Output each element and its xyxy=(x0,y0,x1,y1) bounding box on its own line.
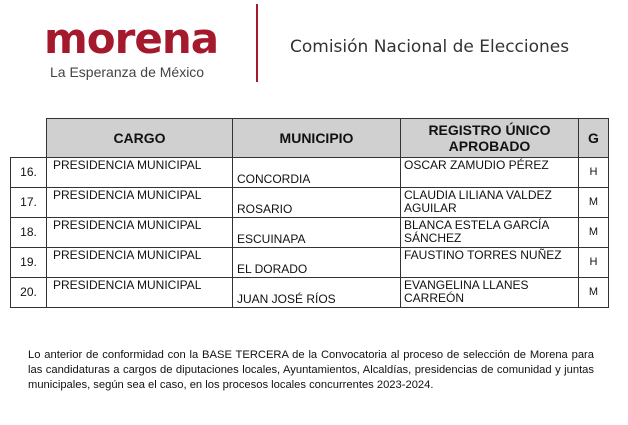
commission-title: Comisión Nacional de Elecciones xyxy=(290,37,570,57)
header-cargo: CARGO xyxy=(47,119,233,158)
row-cargo: PRESIDENCIA MUNICIPAL xyxy=(47,278,233,308)
logo-tagline: La Esperanza de México xyxy=(50,64,205,80)
header-municipio: MUNICIPIO xyxy=(233,119,401,158)
row-gender: H xyxy=(579,158,609,188)
row-municipio: ESCUINAPA xyxy=(233,218,401,248)
header-blank xyxy=(11,119,47,158)
table-row xyxy=(11,218,609,248)
header-registro-line2: APROBADO xyxy=(448,138,531,154)
candidates-table xyxy=(10,118,609,308)
row-cargo: PRESIDENCIA MUNICIPAL xyxy=(47,158,233,188)
row-number: 18. xyxy=(11,218,47,248)
header-registro-line1: REGISTRO ÚNICO xyxy=(428,122,551,138)
row-cargo: PRESIDENCIA MUNICIPAL xyxy=(47,248,233,278)
header-registro xyxy=(401,119,579,158)
row-municipio: JUAN JOSÉ RÍOS xyxy=(233,278,401,308)
row-registro: CLAUDIA LILIANA VALDEZ AGUILAR xyxy=(401,188,579,218)
row-registro: BLANCA ESTELA GARCÍA SÁNCHEZ xyxy=(401,218,579,248)
header-divider xyxy=(256,4,258,82)
table-row xyxy=(11,278,609,308)
row-municipio: EL DORADO xyxy=(233,248,401,278)
row-cargo: PRESIDENCIA MUNICIPAL xyxy=(47,218,233,248)
row-number: 16. xyxy=(11,158,47,188)
row-gender: M xyxy=(579,218,609,248)
row-number: 19. xyxy=(11,248,47,278)
row-number: 20. xyxy=(11,278,47,308)
table-row xyxy=(11,248,609,278)
row-municipio: CONCORDIA xyxy=(233,158,401,188)
row-registro: OSCAR ZAMUDIO PÉREZ xyxy=(401,158,579,188)
row-cargo: PRESIDENCIA MUNICIPAL xyxy=(47,188,233,218)
row-gender: M xyxy=(579,278,609,308)
table-row xyxy=(11,158,609,188)
header-g: G xyxy=(579,119,609,158)
row-gender: H xyxy=(579,248,609,278)
footer-paragraph: Lo anterior de conformidad con la BASE TERCERA de la Convocatoria al proceso de selección de Morena para las candidaturas a cargos de diputaciones locales, Ayuntamientos, Alcaldías, presidencias de comunidad y juntas municipales, según sea el caso, en los procesos locales concurrentes 2023-2024. xyxy=(28,349,594,391)
table-header-row xyxy=(11,119,609,158)
row-municipio: ROSARIO xyxy=(233,188,401,218)
row-registro: EVANGELINA LLANES CARREÓN xyxy=(401,278,579,308)
table-row xyxy=(11,188,609,218)
row-registro: FAUSTINO TORRES NUÑEZ xyxy=(401,248,579,278)
row-gender: M xyxy=(579,188,609,218)
row-number: 17. xyxy=(11,188,47,218)
morena-logo: morena xyxy=(44,14,219,63)
